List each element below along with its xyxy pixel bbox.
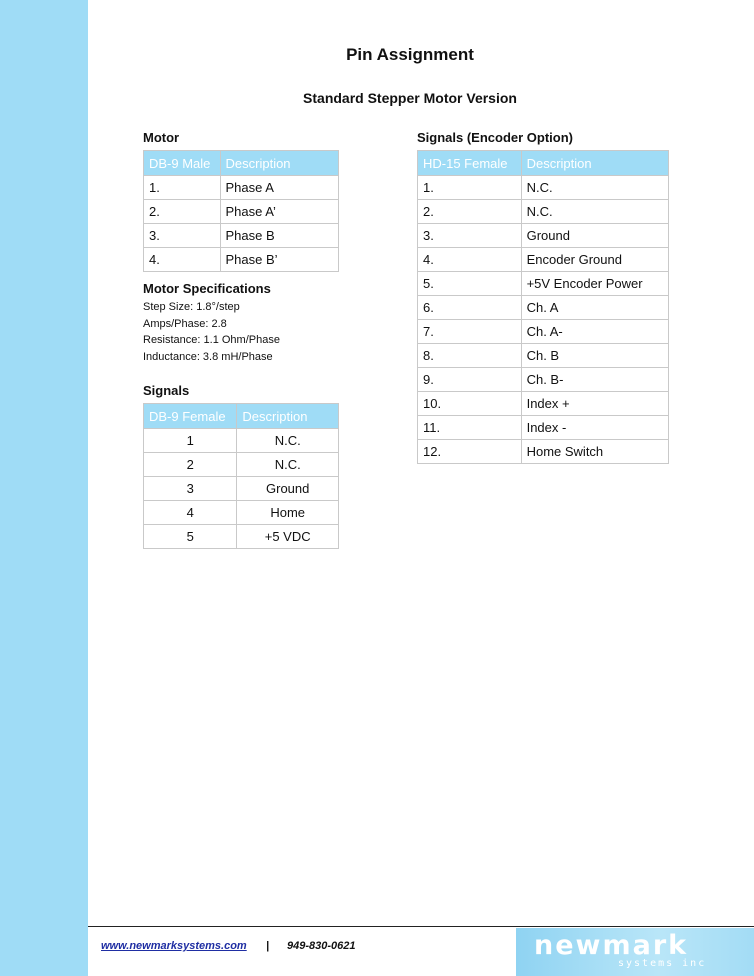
pin-cell: 7. [418,320,522,344]
pin-cell: 3. [418,224,522,248]
website-link[interactable]: www.newmarksystems.com [101,940,247,952]
description-cell: Home [237,501,339,525]
description-cell: Ch. A- [521,320,668,344]
pin-cell: 5. [418,272,522,296]
description-cell: Phase B [220,224,338,248]
column-header: Description [220,151,338,176]
description-cell: N.C. [521,176,668,200]
table-row [418,272,669,296]
description-cell: N.C. [237,429,339,453]
table-row [418,416,669,440]
table-row [144,429,339,453]
footer-separator: | [266,940,270,952]
pin-cell: 2 [144,453,237,477]
column-header: DB-9 Male [144,151,221,176]
table-header-row [144,404,339,429]
company-logo [516,928,754,976]
table-row [418,248,669,272]
encoder-table [417,150,669,464]
page-title: Pin Assignment [346,45,474,64]
table-row [418,176,669,200]
table-row [144,200,339,224]
table-header-row [144,151,339,176]
motor-specs-list [143,299,280,365]
phone-number: 949-830-0621 [287,940,356,952]
table-row [144,176,339,200]
pin-cell: 8. [418,344,522,368]
encoder-heading: Signals (Encoder Option) [417,130,574,145]
description-cell: Phase B’ [220,248,338,272]
motor-specs-heading: Motor Specifications [143,281,271,296]
pin-cell: 4. [418,248,522,272]
pin-cell: 1. [144,176,221,200]
pin-cell: 2. [418,200,522,224]
table-row [418,392,669,416]
page-subtitle: Standard Stepper Motor Version [303,90,517,106]
description-cell: Home Switch [521,440,668,464]
pin-cell: 1. [418,176,522,200]
description-cell: N.C. [237,453,339,477]
pin-cell: 9. [418,368,522,392]
table-row [144,525,339,549]
pin-cell: 5 [144,525,237,549]
column-header: Description [521,151,668,176]
pin-cell: 2. [144,200,221,224]
logo-subtitle: systems inc [618,958,707,969]
table-row [418,344,669,368]
table-row [418,224,669,248]
pin-cell: 4 [144,501,237,525]
pin-cell: 1 [144,429,237,453]
description-cell: +5 VDC [237,525,339,549]
column-header: DB-9 Female [144,404,237,429]
column-header: HD-15 Female [418,151,522,176]
table-row [418,296,669,320]
description-cell: Phase A’ [220,200,338,224]
motor-table [143,150,339,272]
footer-divider [88,926,754,927]
description-cell: N.C. [521,200,668,224]
description-cell: Ground [521,224,668,248]
description-cell: Ground [237,477,339,501]
spec-line: Resistance: 1.1 Ohm/Phase [143,334,280,346]
table-row [144,501,339,525]
pin-cell: 12. [418,440,522,464]
spec-line: Amps/Phase: 2.8 [143,317,227,330]
description-cell: Encoder Ground [521,248,668,272]
table-row [144,453,339,477]
table-header-row [418,151,669,176]
table-row [144,248,339,272]
pin-cell: 10. [418,392,522,416]
table-row [144,224,339,248]
pin-cell: 11. [418,416,522,440]
pin-cell: 4. [144,248,221,272]
column-header: Description [237,404,339,429]
table-row [144,477,339,501]
description-cell: Index - [521,416,668,440]
description-cell: Phase A [220,176,338,200]
spec-line: Inductance: 3.8 mH/Phase [143,350,273,363]
description-cell: Ch. A [521,296,668,320]
pin-cell: 3 [144,477,237,501]
pin-cell: 3. [144,224,221,248]
table-row [418,440,669,464]
motor-heading: Motor [143,130,180,145]
description-cell: Ch. B- [521,368,668,392]
description-cell: Index + [521,392,668,416]
description-cell: Ch. B [521,344,668,368]
signals-table [143,403,339,549]
side-color-bar [0,0,88,976]
spec-line: Step Size: 1.8°/step [143,301,240,313]
table-row [418,368,669,392]
description-cell: +5V Encoder Power [521,272,668,296]
table-row [418,200,669,224]
signals-heading: Signals [143,383,190,398]
pin-cell: 6. [418,296,522,320]
logo-wordmark: newmark [534,930,689,961]
table-row [418,320,669,344]
